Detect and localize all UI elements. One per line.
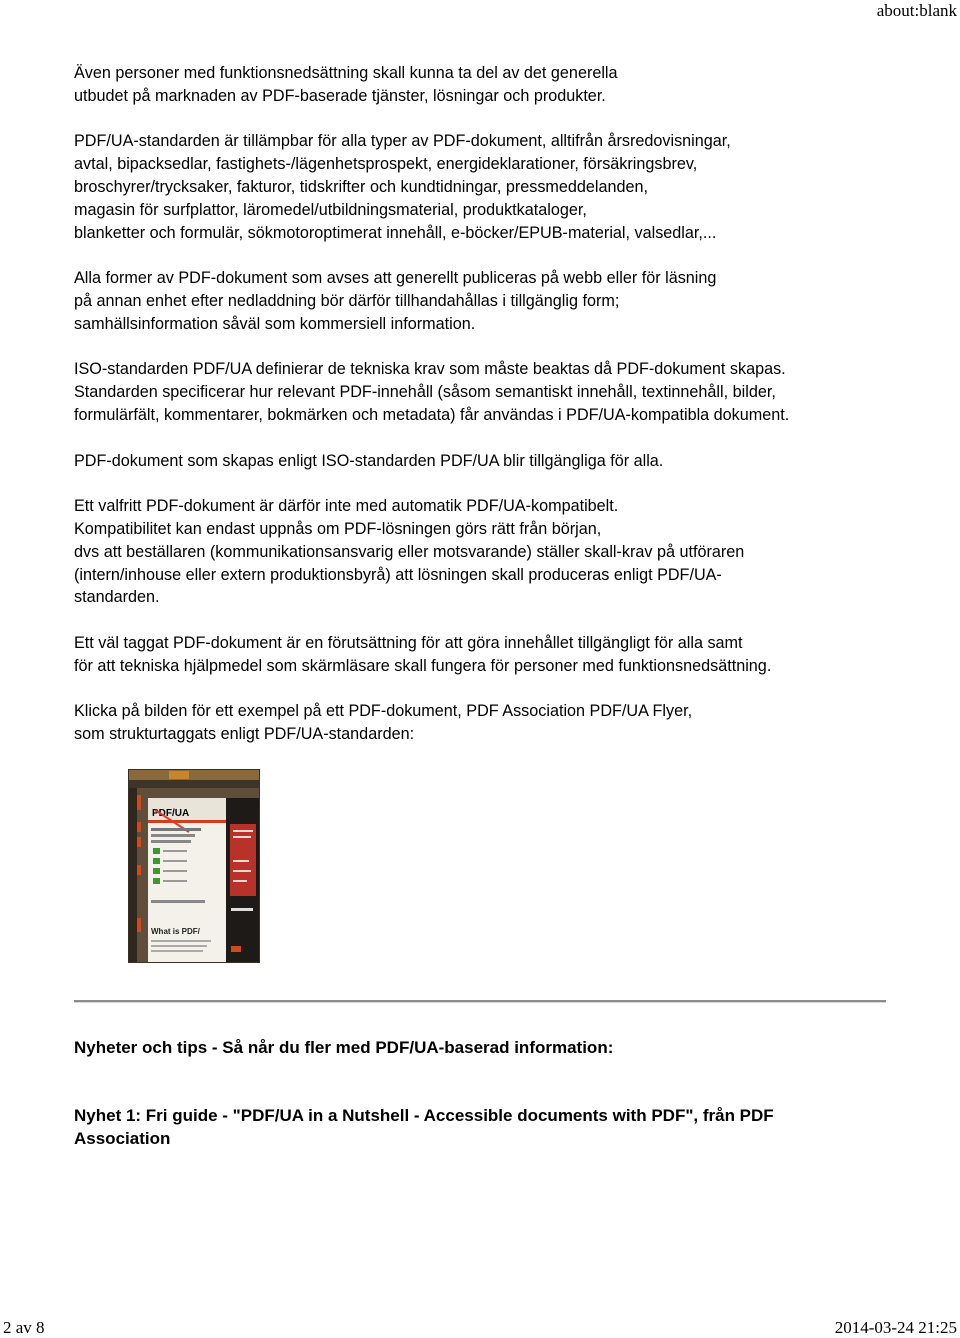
page-url: about:blank [876,1,957,20]
paragraph-line: ISO-standarden PDF/UA definierar de tekniska krav som måste beaktas då PDF-dokument skapas. [74,360,786,379]
paragraph-line: standarden. [74,588,160,607]
thumbnail-heading: What is PDF/ [151,926,200,936]
news-tips-heading: Nyheter och tips - Så når du fler med PDF/UA-baserad information: [74,1038,614,1057]
pdf-flyer-image [129,770,259,962]
article-body [74,62,894,963]
paragraph-line: Kompatibilitet kan endast uppnås om PDF-lösningen görs rätt från början, [74,519,602,538]
paragraph-container [74,62,894,746]
paragraph-line: avtal, bipacksedlar, fastighets-/lägenhetsprospekt, energideklarationer, försäkringsbrev, [74,155,698,174]
paragraph [74,700,894,746]
paragraph [74,130,894,244]
paragraph-line: dvs att beställaren (kommunikationsansvarig eller motsvarande) ställer skall-krav på utföraren [74,542,745,561]
news-1-heading: Nyhet 1: Fri guide - "PDF/UA in a Nutshell - Accessible documents with PDF", från PDF Association [74,1106,774,1148]
paragraph [74,358,894,426]
paragraph-line: blanketter och formulär, sökmotoroptimerat innehåll, e-böcker/EPUB-material, valsedlar,... [74,223,717,242]
paragraph-line: utbudet på marknaden av PDF-baserade tjänster, lösningar och produkter. [74,86,606,105]
paragraph-line: på annan enhet efter nedladdning bör därför tillhandahållas i tillgänglig form; [74,291,620,310]
paragraph-line: för att tekniska hjälpmedel som skärmläsare skall fungera för personer med funktionsnedsättning. [74,656,772,675]
paragraph-line: formulärfält, kommentarer, bokmärken och metadata) får användas i PDF/UA-kompatibla dokument. [74,405,790,424]
paragraph-line: Även personer med funktionsnedsättning skall kunna ta del av det generella [74,64,618,82]
paragraph-line: broschyrer/trycksaker, fakturor, tidskrifter och kundtidningar, pressmeddelanden, [74,177,649,196]
page-counter: 2 av 8 [3,1318,45,1337]
horizontal-rule [74,1000,886,1003]
paragraph-line: som strukturtaggats enligt PDF/UA-standarden: [74,725,415,744]
paragraph [74,632,894,678]
paragraph [74,62,894,108]
pdf-flyer-thumbnail[interactable] [128,769,260,963]
paragraph-line: Standarden specificerar hur relevant PDF-innehåll (såsom semantiskt innehåll, textinnehåll, bilder, [74,383,776,402]
paragraph-line: PDF-dokument som skapas enligt ISO-standarden PDF/UA blir tillgängliga för alla. [74,451,664,470]
paragraph-line: samhällsinformation såväl som kommersiell information. [74,314,476,333]
paragraph-line: Alla former av PDF-dokument som avses att generellt publiceras på webb eller för läsning [74,269,717,288]
paragraph-line: magasin för surfplattor, läromedel/utbildningsmaterial, produktkataloger, [74,200,587,219]
paragraph-line: Klicka på bilden för ett exempel på ett PDF-dokument, PDF Association PDF/UA Flyer, [74,702,693,721]
paragraph-line: (intern/inhouse eller extern produktionsbyrå) att lösningen skall produceras enligt PDF/UA- [74,565,722,584]
paragraph [74,495,894,609]
paragraph [74,450,894,473]
print-timestamp: 2014-03-24 21:25 [834,1318,957,1337]
paragraph-line: Ett väl taggat PDF-dokument är en förutsättning för att göra innehållet tillgängligt för alla samt [74,633,743,652]
paragraph [74,267,894,335]
thumbnail-title: PDF/UA [152,807,190,819]
paragraph-line: Ett valfritt PDF-dokument är därför inte med automatik PDF/UA-kompatibelt. [74,497,619,516]
paragraph-line: PDF/UA-standarden är tillämpbar för alla typer av PDF-dokument, alltifrån årsredovisningar, [74,132,731,151]
